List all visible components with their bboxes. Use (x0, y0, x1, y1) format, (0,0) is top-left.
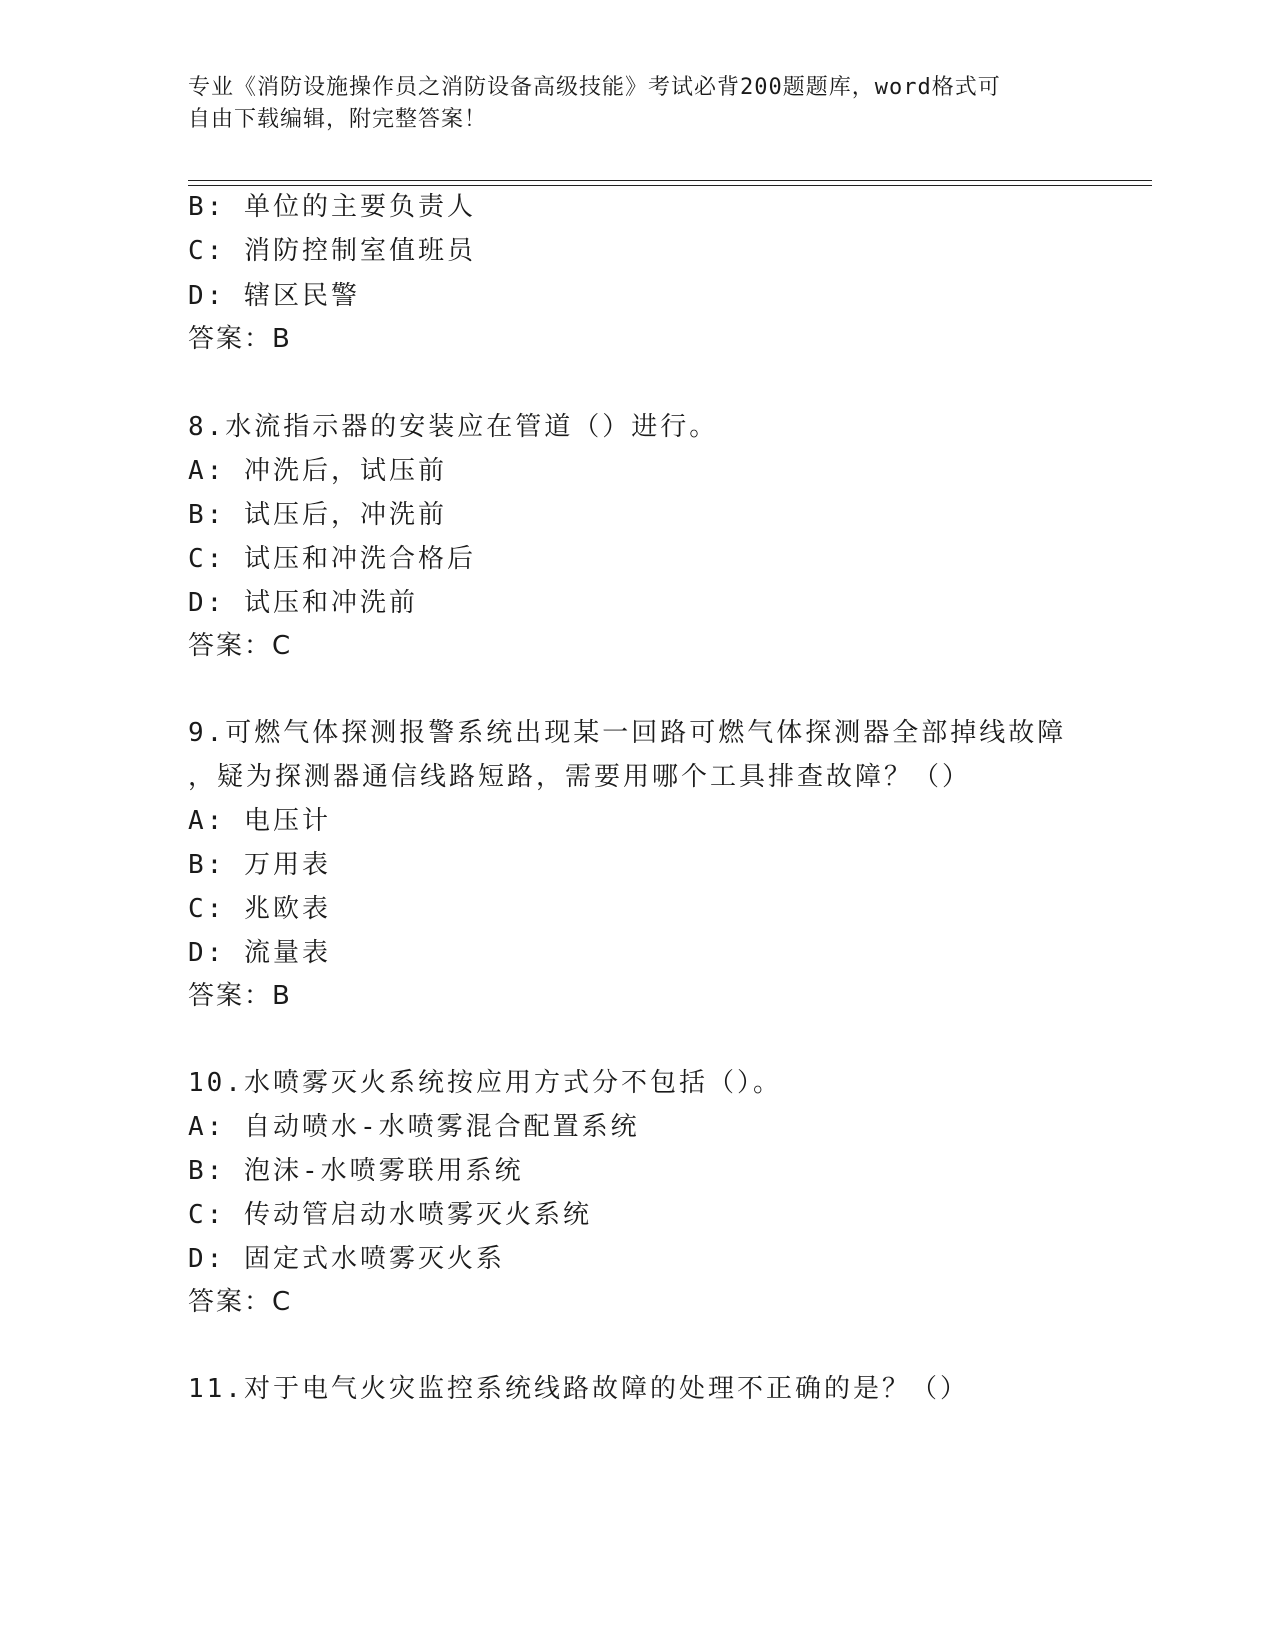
q10-answer: 答案：C (188, 1287, 293, 1317)
header-line-1: 专业《消防设施操作员之消防设备高级技能》考试必背200题题库，word格式可 (188, 75, 1001, 100)
prev-option-b: B: 单位的主要负责人 (188, 192, 476, 222)
q9-text-line-2: ，疑为探测器通信线路短路，需要用哪个工具排查故障？（） (188, 762, 972, 792)
prev-answer: 答案：B (188, 324, 292, 354)
prev-option-d: D: 辖区民警 (188, 281, 360, 311)
q10-text: 10.水喷雾灭火系统按应用方式分不包括（）。 (188, 1068, 782, 1098)
q9-answer: 答案：B (188, 981, 292, 1011)
q9-text-line-1: 9.可燃气体探测报警系统出现某一回路可燃气体探测器全部掉线故障 (188, 718, 1067, 748)
q10-option-b: B: 泡沫-水喷雾联用系统 (188, 1156, 524, 1186)
q9-option-c: C: 兆欧表 (188, 894, 331, 924)
document-header (188, 72, 1088, 136)
q9-option-b: B: 万用表 (188, 850, 331, 880)
q8-option-b: B: 试压后，冲洗前 (188, 500, 447, 530)
q8-option-a: A: 冲洗后，试压前 (188, 456, 447, 486)
header-line-2: 自由下载编辑，附完整答案！ (188, 107, 488, 132)
q8-option-d: D: 试压和冲洗前 (188, 588, 418, 618)
q9-option-a: A: 电压计 (188, 806, 331, 836)
q10-option-c: C: 传动管启动水喷雾灭火系统 (188, 1200, 592, 1230)
q8-answer: 答案：C (188, 631, 293, 661)
header-rule-bottom (188, 185, 1152, 186)
prev-option-c: C: 消防控制室值班员 (188, 236, 476, 266)
q10-option-a: A: 自动喷水-水喷雾混合配置系统 (188, 1112, 640, 1142)
q11-text: 11.对于电气火灾监控系统线路故障的处理不正确的是？（） (188, 1374, 969, 1404)
q8-option-c: C: 试压和冲洗合格后 (188, 544, 476, 574)
q8-text: 8.水流指示器的安装应在管道（）进行。 (188, 412, 719, 442)
header-rule-top (188, 180, 1152, 181)
q10-option-d: D: 固定式水喷雾灭火系 (188, 1244, 505, 1274)
q9-option-d: D: 流量表 (188, 938, 331, 968)
